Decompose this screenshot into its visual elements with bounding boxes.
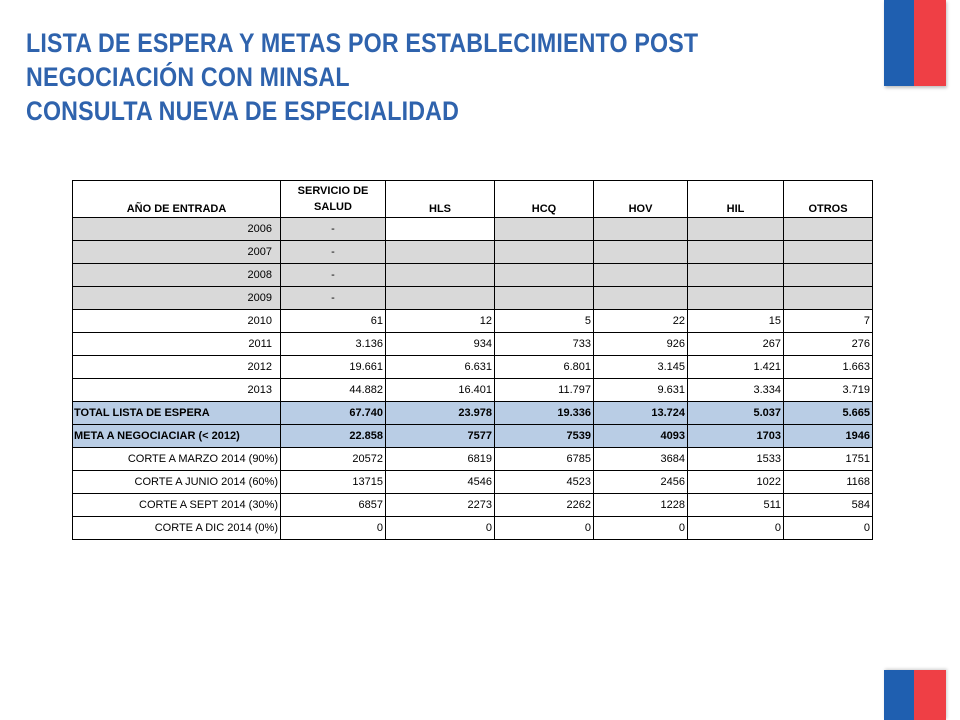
value-cell: 934 bbox=[386, 333, 495, 356]
empty-cell bbox=[784, 264, 873, 287]
header-anio-entrada: AÑO DE ENTRADA bbox=[73, 181, 281, 218]
empty-cell bbox=[386, 287, 495, 310]
meta-row bbox=[73, 425, 873, 448]
meta-label: META A NEGOCIACIAR (< 2012) bbox=[73, 425, 281, 448]
value-cell: 6.631 bbox=[386, 356, 495, 379]
value-cell: 6857 bbox=[281, 494, 386, 517]
empty-cell bbox=[688, 264, 784, 287]
value-cell: 733 bbox=[495, 333, 594, 356]
corte-row bbox=[73, 494, 873, 517]
value-cell: 15 bbox=[688, 310, 784, 333]
empty-cell bbox=[386, 218, 495, 241]
value-cell: 5.037 bbox=[688, 402, 784, 425]
header-otros: OTROS bbox=[784, 181, 873, 218]
value-cell: 926 bbox=[594, 333, 688, 356]
value-cell: 19.336 bbox=[495, 402, 594, 425]
value-cell: 584 bbox=[784, 494, 873, 517]
value-cell: 6819 bbox=[386, 448, 495, 471]
empty-cell bbox=[688, 218, 784, 241]
empty-cell bbox=[688, 241, 784, 264]
empty-cell bbox=[495, 264, 594, 287]
flag-red-stripe bbox=[914, 0, 946, 86]
value-cell: 5 bbox=[495, 310, 594, 333]
empty-cell bbox=[784, 287, 873, 310]
corte-row bbox=[73, 448, 873, 471]
value-cell: 267 bbox=[688, 333, 784, 356]
value-cell: 0 bbox=[688, 517, 784, 540]
title-line-2: NEGOCIACIÓN CON MINSAL bbox=[26, 62, 350, 92]
value-cell: 1751 bbox=[784, 448, 873, 471]
value-cell: 13715 bbox=[281, 471, 386, 494]
title-line-1: LISTA DE ESPERA Y METAS POR ESTABLECIMIENTO POST bbox=[26, 28, 699, 58]
value-cell: 22.858 bbox=[281, 425, 386, 448]
value-cell: 1168 bbox=[784, 471, 873, 494]
year-cell: 2007 bbox=[73, 241, 281, 264]
corte-label: CORTE A SEPT 2014 (30%) bbox=[73, 494, 281, 517]
empty-cell bbox=[495, 218, 594, 241]
total-label: TOTAL LISTA DE ESPERA bbox=[73, 402, 281, 425]
value-cell: 3.719 bbox=[784, 379, 873, 402]
year-cell: 2009 bbox=[73, 287, 281, 310]
table-row bbox=[73, 287, 873, 310]
table-header-row bbox=[73, 181, 873, 218]
year-cell: 2010 bbox=[73, 310, 281, 333]
table-row bbox=[73, 241, 873, 264]
title-line-3: CONSULTA NUEVA DE ESPECIALIDAD bbox=[26, 96, 460, 126]
value-cell: 12 bbox=[386, 310, 495, 333]
waiting-list-table bbox=[72, 180, 873, 540]
value-cell: 1228 bbox=[594, 494, 688, 517]
empty-cell bbox=[594, 241, 688, 264]
table-row bbox=[73, 379, 873, 402]
value-cell: 4093 bbox=[594, 425, 688, 448]
corte-label: CORTE A DIC 2014 (0%) bbox=[73, 517, 281, 540]
empty-cell bbox=[784, 218, 873, 241]
value-cell: 511 bbox=[688, 494, 784, 517]
value-cell: 1.421 bbox=[688, 356, 784, 379]
corte-label: CORTE A MARZO 2014 (90%) bbox=[73, 448, 281, 471]
empty-cell bbox=[688, 287, 784, 310]
value-cell: 7 bbox=[784, 310, 873, 333]
table-row bbox=[73, 310, 873, 333]
value-cell: 2262 bbox=[495, 494, 594, 517]
empty-cell bbox=[495, 241, 594, 264]
flag-blue-stripe bbox=[884, 670, 914, 720]
value-cell: 61 bbox=[281, 310, 386, 333]
empty-cell bbox=[495, 287, 594, 310]
total-row bbox=[73, 402, 873, 425]
value-cell: - bbox=[281, 218, 386, 241]
value-cell: 7577 bbox=[386, 425, 495, 448]
value-cell: 1703 bbox=[688, 425, 784, 448]
value-cell: 4546 bbox=[386, 471, 495, 494]
value-cell: 4523 bbox=[495, 471, 594, 494]
value-cell: 3684 bbox=[594, 448, 688, 471]
table-row bbox=[73, 264, 873, 287]
value-cell: 3.136 bbox=[281, 333, 386, 356]
value-cell: 13.724 bbox=[594, 402, 688, 425]
table-row bbox=[73, 333, 873, 356]
slide-title bbox=[26, 26, 731, 128]
empty-cell bbox=[594, 287, 688, 310]
empty-cell bbox=[386, 241, 495, 264]
value-cell: 0 bbox=[594, 517, 688, 540]
value-cell: 22 bbox=[594, 310, 688, 333]
value-cell: 0 bbox=[495, 517, 594, 540]
table-row bbox=[73, 218, 873, 241]
value-cell: 6.801 bbox=[495, 356, 594, 379]
value-cell: 2273 bbox=[386, 494, 495, 517]
value-cell: 2456 bbox=[594, 471, 688, 494]
corte-label: CORTE A JUNIO 2014 (60%) bbox=[73, 471, 281, 494]
flag-red-stripe bbox=[914, 670, 946, 720]
value-cell: 1022 bbox=[688, 471, 784, 494]
chile-flag-top-decoration bbox=[884, 0, 946, 86]
header-hls: HLS bbox=[386, 181, 495, 218]
year-cell: 2011 bbox=[73, 333, 281, 356]
empty-cell bbox=[386, 264, 495, 287]
year-cell: 2006 bbox=[73, 218, 281, 241]
value-cell: 19.661 bbox=[281, 356, 386, 379]
table-row bbox=[73, 356, 873, 379]
value-cell: - bbox=[281, 264, 386, 287]
year-cell: 2008 bbox=[73, 264, 281, 287]
header-hil: HIL bbox=[688, 181, 784, 218]
header-hcq: HCQ bbox=[495, 181, 594, 218]
value-cell: 3.334 bbox=[688, 379, 784, 402]
year-cell: 2012 bbox=[73, 356, 281, 379]
value-cell: - bbox=[281, 287, 386, 310]
value-cell: 1946 bbox=[784, 425, 873, 448]
value-cell: 16.401 bbox=[386, 379, 495, 402]
year-cell: 2013 bbox=[73, 379, 281, 402]
value-cell: 11.797 bbox=[495, 379, 594, 402]
chile-flag-bottom-decoration bbox=[884, 670, 946, 720]
value-cell: 1.663 bbox=[784, 356, 873, 379]
empty-cell bbox=[594, 218, 688, 241]
value-cell: 1533 bbox=[688, 448, 784, 471]
value-cell: 44.882 bbox=[281, 379, 386, 402]
empty-cell bbox=[594, 264, 688, 287]
value-cell: 5.665 bbox=[784, 402, 873, 425]
value-cell: 276 bbox=[784, 333, 873, 356]
value-cell: 0 bbox=[386, 517, 495, 540]
value-cell: 0 bbox=[281, 517, 386, 540]
corte-row bbox=[73, 471, 873, 494]
value-cell: - bbox=[281, 241, 386, 264]
corte-row bbox=[73, 517, 873, 540]
value-cell: 3.145 bbox=[594, 356, 688, 379]
value-cell: 67.740 bbox=[281, 402, 386, 425]
flag-blue-stripe bbox=[884, 0, 914, 86]
value-cell: 0 bbox=[784, 517, 873, 540]
header-servicio-salud: SERVICIO DE SALUD bbox=[281, 181, 386, 218]
value-cell: 23.978 bbox=[386, 402, 495, 425]
value-cell: 6785 bbox=[495, 448, 594, 471]
value-cell: 20572 bbox=[281, 448, 386, 471]
empty-cell bbox=[784, 241, 873, 264]
value-cell: 9.631 bbox=[594, 379, 688, 402]
value-cell: 7539 bbox=[495, 425, 594, 448]
header-hov: HOV bbox=[594, 181, 688, 218]
